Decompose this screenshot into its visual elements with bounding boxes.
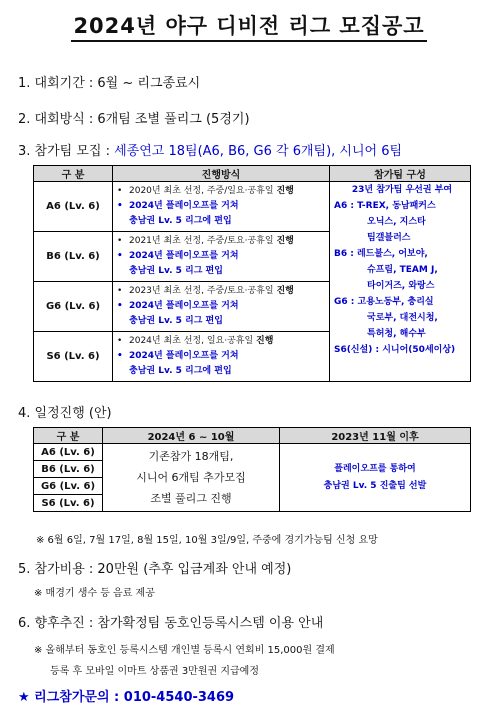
item-schedule: 4. 일정진행 (안) <box>18 406 112 421</box>
recruit-table <box>33 165 471 382</box>
fee-note: ※ 매경기 생수 등 음료 제공 <box>34 588 155 599</box>
teams-g6-line2: 국로부, 대전시청, <box>367 313 438 323</box>
teams-g6-line1: G6 : 고용노동부, 충리실 <box>334 297 434 307</box>
schedule-mid-line3: 조별 풀리그 진행 <box>150 492 232 505</box>
teams-s6-line1: S6(신설) : 시니어(50세이상) <box>334 345 456 355</box>
recruit-header-teams: 참가팀 구성 <box>330 166 471 182</box>
schedule-note: ※ 6월 6일, 7월 17일, 8월 15일, 10월 3일/9일, 주중에 경기가능팀 신청 요망 <box>36 535 378 546</box>
recruit-method-b6: • 2021년 최초 선정, 주중/토요·공휴일 진행 • 2024년 플레이오프를 거쳐 충남권 Lv. 5 리그 편입 <box>113 232 330 282</box>
schedule-group-a6: A6 (Lv. 6) <box>34 444 103 461</box>
recruit-group-a6: A6 (Lv. 6) <box>34 182 113 232</box>
page-title: 2024년 야구 디비전 리그 모집공고 <box>0 10 498 40</box>
schedule-right-cell <box>280 444 471 512</box>
schedule-mid-cell <box>103 444 280 512</box>
schedule-group-g6: G6 (Lv. 6) <box>34 478 103 495</box>
item-plan: 6. 향후추진 : 참가확정팀 동호인등록시스템 이용 안내 <box>18 616 324 631</box>
recruit-method-a6: • 2020년 최초 선정, 주중/일요·공휴일 진행 • 2024년 플레이오프를 거쳐 충남권 Lv. 5 리그에 편입 <box>113 182 330 232</box>
schedule-right-line2: 충남권 Lv. 5 진출팀 선발 <box>323 480 427 491</box>
schedule-group-b6: B6 (Lv. 6) <box>34 461 103 478</box>
teams-a6-line3: 팀갤블러스 <box>367 233 411 243</box>
schedule-mid-line2: 시니어 6개팀 추가모집 <box>136 471 246 484</box>
schedule-group-s6: S6 (Lv. 6) <box>34 495 103 512</box>
recruit-prefix: 3. 참가팀 모집 : <box>18 144 115 159</box>
teams-g6-line3: 특허청, 해수부 <box>367 329 426 339</box>
teams-b6-line1: B6 : 레드불스, 어보야, <box>334 249 428 259</box>
recruit-header-method: 진행방식 <box>113 166 330 182</box>
recruit-group-g6: G6 (Lv. 6) <box>34 282 113 332</box>
item-recruit <box>18 140 402 159</box>
schedule-table <box>33 427 471 512</box>
teams-a6-line2: 오닉스, 지스타 <box>367 217 426 227</box>
recruit-detail: 세종연고 18팀(A6, B6, G6 각 6개팀), 시니어 6팀 <box>114 144 403 159</box>
schedule-header-period2: 2023년 11월 이후 <box>280 428 471 444</box>
recruit-group-s6: S6 (Lv. 6) <box>34 332 113 382</box>
plan-note-2: 등록 후 모바일 이마트 상품권 3만원권 지급예정 <box>50 666 259 677</box>
recruit-group-b6: B6 (Lv. 6) <box>34 232 113 282</box>
contact-line: ★ 리그참가문의 : 010-4540-3469 <box>18 690 235 705</box>
item-period: 1. 대회기간 : 6월 ~ 리그종료시 <box>18 76 201 91</box>
recruit-teams-cell <box>330 182 471 382</box>
recruit-method-g6: • 2023년 최초 선정, 주중/토요·공휴일 진행 • 2024년 플레이오프를 거쳐 충남권 Lv. 5 리그 편입 <box>113 282 330 332</box>
schedule-mid-line1: 기존참가 18개팀, <box>148 450 234 463</box>
item-method: 2. 대회방식 : 6개팀 조별 풀리그 (5경기) <box>18 112 250 127</box>
teams-a6-line1: A6 : T-REX, 동남패커스 <box>334 201 436 211</box>
plan-note-1: ※ 올해부터 동호인 등록시스템 개인별 등록시 연회비 15,000원 결제 <box>34 645 335 656</box>
recruit-method-s6: • 2024년 최초 선정, 일요·공휴일 진행 • 2024년 플레이오프를 거쳐 충남권 Lv. 5 리그에 편입 <box>113 332 330 382</box>
teams-b6-line3: 타이거즈, 와랑스 <box>367 281 435 291</box>
schedule-header-group: 구 분 <box>34 428 103 444</box>
teams-b6-line2: 슈프림, TEAM J, <box>367 265 438 275</box>
schedule-header-period1: 2024년 6 ~ 10월 <box>103 428 280 444</box>
item-fee: 5. 참가비용 : 20만원 (추후 입금계좌 안내 예정) <box>18 562 292 577</box>
schedule-right-line1: 플레이오프를 통하여 <box>334 463 416 474</box>
teams-head: 23년 참가팀 우선권 부여 <box>351 185 453 195</box>
recruit-header-group: 구 분 <box>34 166 113 182</box>
